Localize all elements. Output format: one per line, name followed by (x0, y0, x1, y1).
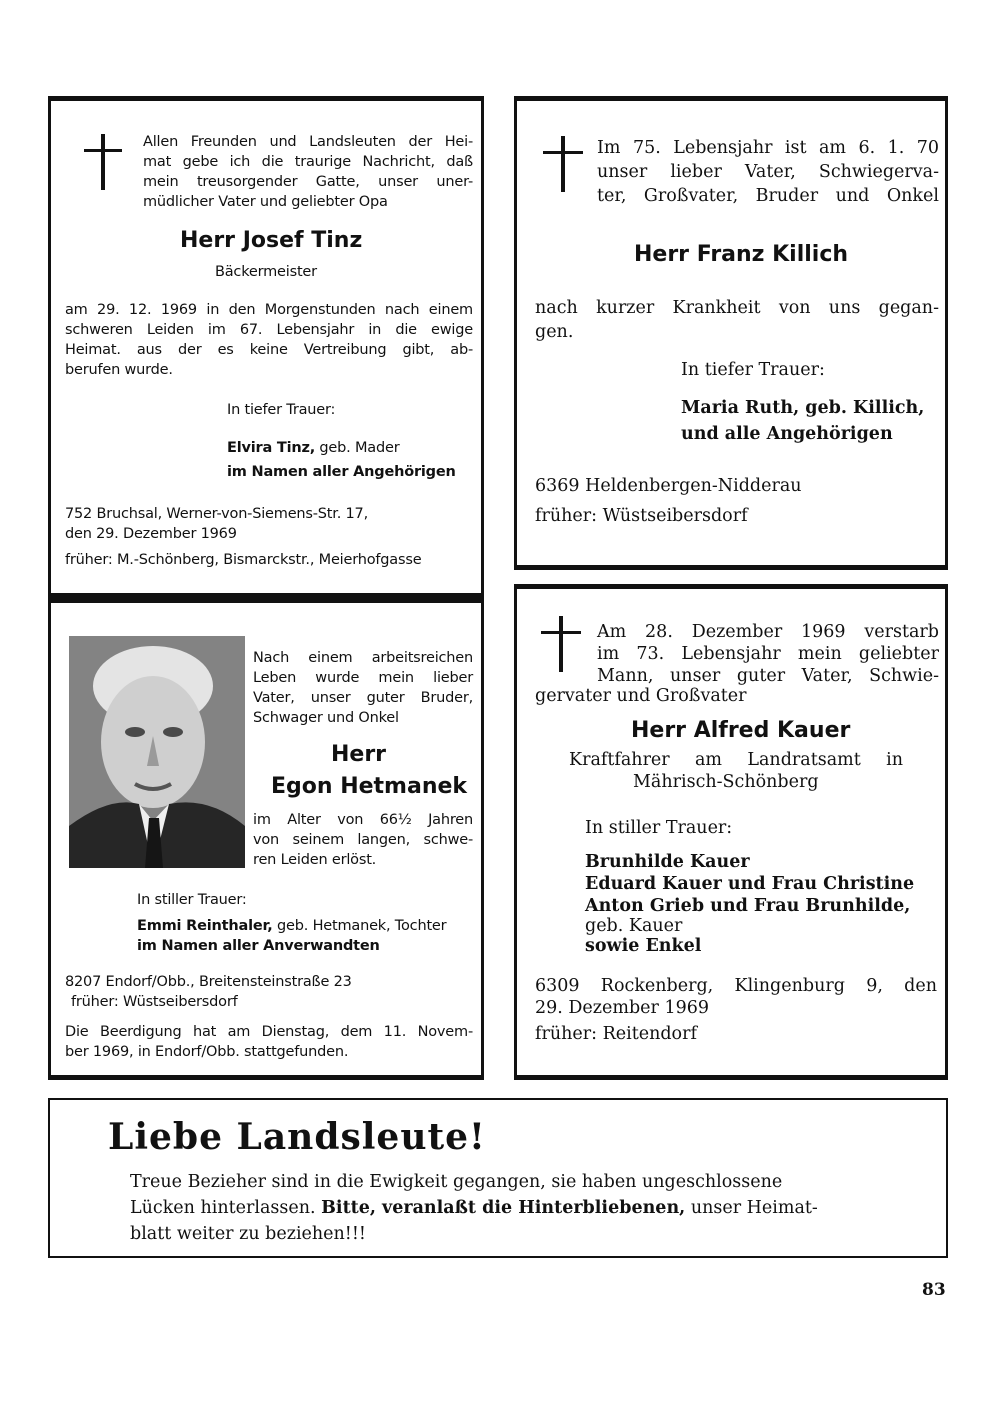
cross-icon (541, 616, 581, 672)
deceased-name: Herr Franz Killich (634, 242, 849, 267)
intro-text: im 73. Lebensjahr mein geliebter (597, 644, 939, 664)
funeral-note: Die Beerdigung hat am Dienstag, dem 11. Novem- (65, 1024, 473, 1040)
mourning-label: In stiller Trauer: (585, 818, 733, 838)
obituary-josef-tinz (48, 96, 484, 598)
intro-text: Mann, unser guter Vater, Schwie- (597, 666, 939, 686)
mourner-relation: geb. Hetmanek, Tochter (272, 918, 447, 934)
banner-text: Treue Bezieher sind in die Ewigkeit gegangen, sie haben ungeschlossene (130, 1172, 783, 1192)
intro-text: Allen Freunden und Landsleuten der Hei- (143, 134, 473, 150)
mourner-line (137, 916, 446, 936)
intro-text: Vater, unser guter Bruder, (253, 690, 473, 706)
intro-text: müdlicher Vater und geliebter Opa (143, 194, 388, 210)
deceased-name: Herr Alfred Kauer (631, 718, 851, 743)
mourner-name: Elvira Tinz, (227, 440, 316, 456)
intro-text: mat gebe ich die traurige Nachricht, daß (143, 154, 473, 170)
banner-text-part: Lücken hinterlassen. (130, 1198, 322, 1218)
occupation: Kraftfahrer am Landratsamt in (569, 750, 903, 770)
intro-text: Am 28. Dezember 1969 verstarb (597, 622, 939, 642)
mourner-name: Maria Ruth, geb. Killich, (681, 398, 925, 418)
mourners-note: im Namen aller Anverwandten (137, 938, 380, 954)
former-residence: früher: Wüstseibersdorf (535, 506, 748, 526)
banner-text: blatt weiter zu beziehen!!! (130, 1224, 366, 1244)
address: 752 Bruchsal, Werner-von-Siemens-Str. 17, (65, 506, 368, 522)
body-text: nach kurzer Krankheit von uns gegan- (535, 298, 939, 318)
obituary-egon-hetmanek (48, 598, 484, 1080)
occupation: Mährisch-Schönberg (633, 772, 819, 792)
mourner-name: Anton Grieb und Frau Brunhilde, (585, 896, 911, 916)
mourner-name: Eduard Kauer und Frau Christine (585, 874, 915, 894)
intro-text: ter, Großvater, Bruder und Onkel (597, 186, 939, 206)
body-text: Heimat. aus der es keine Vertreibung gibt, ab- (65, 342, 473, 358)
mourner-maiden: geb. Kauer (585, 916, 683, 936)
portrait-photo-image (69, 636, 245, 868)
intro-text: gervater und Großvater (535, 686, 747, 706)
body-text: von seinem langen, schwe- (253, 832, 473, 848)
obituary-franz-killich (514, 96, 948, 570)
body-text: am 29. 12. 1969 in den Morgenstunden nach einem (65, 302, 473, 318)
cross-icon (84, 134, 122, 190)
date: den 29. Dezember 1969 (65, 526, 237, 542)
deceased-name: Egon Hetmanek (271, 774, 468, 799)
mourning-label: In tiefer Trauer: (681, 360, 825, 380)
body-text: schweren Leiden im 67. Lebensjahr in die ewige (65, 322, 473, 338)
former-residence: früher: Wüstseibersdorf (71, 994, 238, 1010)
mourner-maiden: geb. Mader (315, 440, 400, 456)
occupation: Bäckermeister (215, 264, 317, 280)
banner-emphasis: Bitte, veranlaßt die Hinterbliebenen, (321, 1198, 686, 1218)
appeal-banner (48, 1098, 948, 1258)
mourners-note: und alle Angehörigen (681, 424, 893, 444)
intro-text: Im 75. Lebensjahr ist am 6. 1. 70 (597, 138, 939, 158)
mourners-note: sowie Enkel (585, 936, 702, 956)
deceased-title: Herr (331, 742, 387, 767)
funeral-note: ber 1969, in Endorf/Obb. stattgefunden. (65, 1044, 349, 1060)
banner-text-part: unser Heimat- (685, 1198, 818, 1218)
mourner-line (227, 438, 399, 458)
mourner-name: Brunhilde Kauer (585, 852, 750, 872)
deceased-name: Herr Josef Tinz (180, 228, 363, 253)
date: 29. Dezember 1969 (535, 998, 709, 1018)
intro-text: mein treusorgender Gatte, unser uner- (143, 174, 473, 190)
obituary-alfred-kauer (514, 584, 948, 1080)
intro-text: Leben wurde mein lieber (253, 670, 473, 686)
mourning-label: In tiefer Trauer: (227, 402, 336, 418)
intro-text: Nach einem arbeitsreichen (253, 650, 473, 666)
former-residence: früher: M.-Schönberg, Bismarckstr., Meierhofgasse (65, 552, 422, 568)
mourners-note: im Namen aller Angehörigen (227, 464, 456, 480)
body-text: ren Leiden erlöst. (253, 852, 377, 868)
body-text: gen. (535, 322, 574, 342)
banner-text (130, 1198, 818, 1219)
intro-text: Schwager und Onkel (253, 710, 399, 726)
body-text: im Alter von 66½ Jahren (253, 812, 473, 828)
body-text: berufen wurde. (65, 362, 173, 378)
portrait-photo (69, 636, 245, 868)
page-number: 83 (922, 1280, 946, 1300)
address: 6309 Rockenberg, Klingenburg 9, den (535, 976, 937, 996)
intro-text: unser lieber Vater, Schwiegerva- (597, 162, 939, 182)
former-residence: früher: Reitendorf (535, 1024, 697, 1044)
mourning-label: In stiller Trauer: (137, 892, 247, 908)
address: 8207 Endorf/Obb., Breitensteinstraße 23 (65, 974, 352, 990)
mourner-name: Emmi Reinthaler, (137, 918, 273, 934)
cross-icon (543, 136, 583, 192)
banner-title: Liebe Landsleute! (108, 1116, 486, 1158)
address: 6369 Heldenbergen-Nidderau (535, 476, 802, 496)
